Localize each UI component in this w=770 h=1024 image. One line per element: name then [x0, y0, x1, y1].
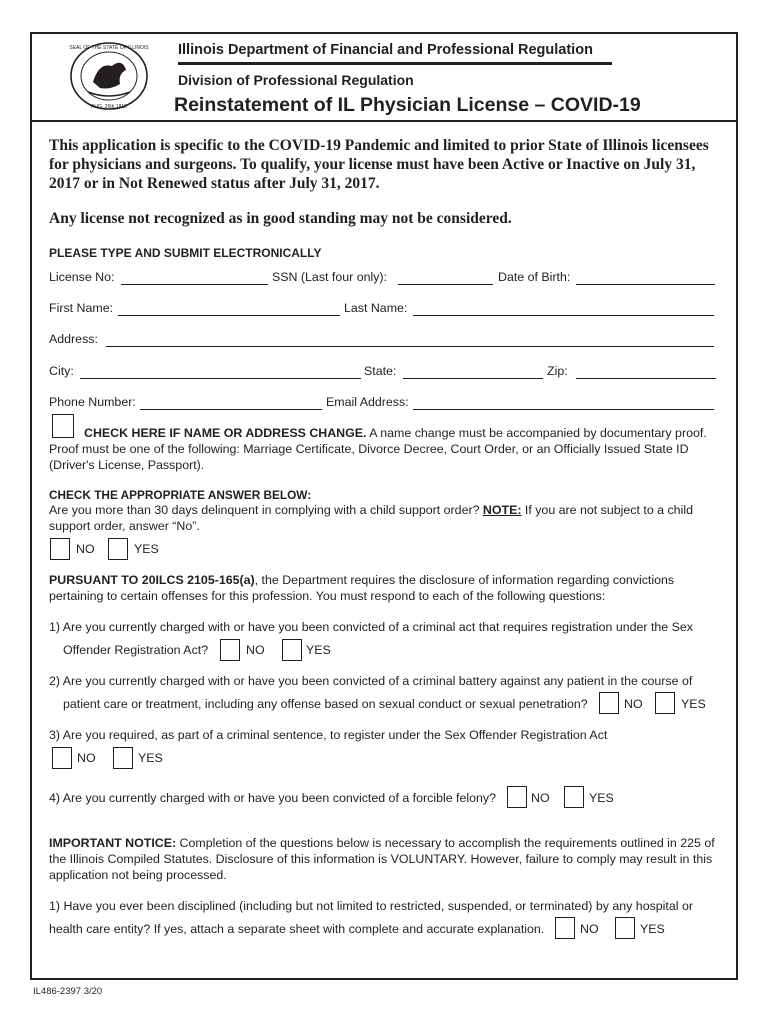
v1-yes-checkbox[interactable] [615, 917, 635, 939]
email-label: Email Address: [326, 395, 409, 409]
q1-text-cont: Offender Registration Act? [63, 643, 209, 657]
q1-no-checkbox[interactable] [220, 639, 240, 661]
child-support-no-checkbox[interactable] [50, 538, 70, 560]
division-name: Division of Professional Regulation [178, 72, 414, 88]
q2-yes-checkbox[interactable] [655, 692, 675, 714]
q2-no-label: NO [624, 697, 643, 711]
phone-field[interactable] [140, 409, 322, 410]
notice-text-3: application not being processed. [49, 868, 227, 882]
q3-text: 3) Are you required, as part of a criminal sentence, to register under the Sex Offender Registration Act [49, 728, 608, 742]
child-support-note: If you are not subject to a child [521, 503, 693, 517]
zip-label: Zip: [547, 364, 568, 378]
q3-yes-label: YES [138, 751, 163, 765]
child-support-note-cont: support order, answer “No”. [49, 519, 200, 533]
agency-rule [178, 62, 612, 65]
first-name-field[interactable] [118, 315, 340, 316]
ssn-label: SSN (Last four only): [272, 270, 388, 284]
q2-text-cont: patient care or treatment, including any offense based on sexual conduct or sexual penetration? [63, 697, 588, 711]
q3-no-checkbox[interactable] [52, 747, 72, 769]
v1-no-label: NO [580, 922, 599, 936]
q3-no-label: NO [77, 751, 96, 765]
first-name-label: First Name: [49, 301, 114, 315]
state-field[interactable] [403, 378, 543, 379]
standing-warning: Any license not recognized as in good standing may not be considered. [49, 210, 512, 227]
q1-no-label: NO [246, 643, 265, 657]
last-name-field[interactable] [413, 315, 714, 316]
q3-yes-checkbox[interactable] [113, 747, 133, 769]
city-field[interactable] [80, 378, 361, 379]
last-name-label: Last Name: [344, 301, 408, 315]
child-support-note-label: NOTE: [482, 503, 522, 517]
city-label: City: [49, 364, 74, 378]
notice-text: Completion of the questions below is necessary to accomplish the requirements outlined in 225 of [176, 836, 715, 850]
name-change-text: A name change must be accompanied by documentary proof. [366, 426, 707, 440]
q2-no-checkbox[interactable] [599, 692, 619, 714]
child-support-no-label: NO [76, 542, 95, 556]
dob-field[interactable] [576, 284, 715, 285]
child-support-question: Are you more than 30 days delinquent in complying with a child support order? [49, 503, 483, 517]
q4-no-checkbox[interactable] [507, 786, 527, 808]
child-support-yes-label: YES [134, 542, 159, 556]
v1-no-checkbox[interactable] [555, 917, 575, 939]
q4-no-label: NO [531, 791, 550, 805]
intro-text: This application is specific to the COVID-19 Pandemic and limited to prior State of Illinois licensees for physicians and surgeons. To qualify, your license must have been Active or Inactive on July 31, 2017 or in Not Renewed status after July 31, 2017. [49, 137, 709, 192]
q2-yes-label: YES [681, 697, 706, 711]
name-change-proof-examples: (Driver's License, Passport). [49, 458, 205, 472]
state-label: State: [364, 364, 397, 378]
v1-text: 1) Have you ever been disciplined (including but not limited to restricted, suspended, or terminated) by any hospital or [49, 899, 693, 913]
q2-text: 2) Are you currently charged with or have you been convicted of a criminal battery against any patient in the course of [49, 674, 693, 688]
q4-text: 4) Are you currently charged with or have you been convicted of a forcible felony? [49, 791, 497, 805]
notice-heading: IMPORTANT NOTICE: [49, 836, 177, 850]
svg-text:SEAL OF THE STATE OF ILLINOIS: SEAL OF THE STATE OF ILLINOIS [69, 45, 149, 51]
phone-label: Phone Number: [49, 395, 136, 409]
state-seal-icon [66, 40, 152, 112]
license-no-label: License No: [49, 270, 115, 284]
q1-text: 1) Are you currently charged with or have you been convicted of a criminal act that requires registration under the Sex [49, 620, 693, 634]
dob-label: Date of Birth: [498, 270, 571, 284]
notice-text-2: the Illinois Compiled Statutes. Disclosure of this information is VOLUNTARY. However, failure to comply may result in this [49, 852, 713, 866]
name-address-change-checkbox[interactable] [52, 414, 74, 438]
license-no-field[interactable] [121, 284, 268, 285]
q4-yes-label: YES [589, 791, 614, 805]
form-title: Reinstatement of IL Physician License – COVID-19 [174, 94, 641, 116]
zip-field[interactable] [576, 378, 716, 379]
email-field[interactable] [413, 409, 714, 410]
q1-yes-label: YES [306, 643, 331, 657]
address-field[interactable] [106, 346, 714, 347]
child-support-heading: CHECK THE APPROPRIATE ANSWER BELOW: [49, 488, 312, 502]
ssn-field[interactable] [398, 284, 493, 285]
q4-yes-checkbox[interactable] [564, 786, 584, 808]
pursuant-text: , the Department requires the disclosure of information regarding convictions [254, 573, 675, 587]
svg-text:AUG. 26th 1818: AUG. 26th 1818 [91, 104, 127, 110]
name-change-proof-text: Proof must be one of the following: Marriage Certificate, Divorce Decree, Court Order, or an Officially Issued State ID [49, 442, 689, 456]
pursuant-text-cont: pertaining to certain offenses for this profession. You must respond to each of the following questions: [49, 589, 606, 603]
name-change-heading: CHECK HERE IF NAME OR ADDRESS CHANGE. [84, 426, 367, 440]
agency-name: Illinois Department of Financial and Professional Regulation [178, 42, 593, 58]
v1-text-cont: health care entity? If yes, attach a separate sheet with complete and accurate explanation. [49, 922, 545, 936]
child-support-yes-checkbox[interactable] [108, 538, 128, 560]
pursuant-heading: PURSUANT TO 20ILCS 2105-165(a) [49, 573, 255, 587]
v1-yes-label: YES [640, 922, 665, 936]
form-number: IL486-2397 3/20 [33, 986, 103, 997]
submit-note: PLEASE TYPE AND SUBMIT ELECTRONICALLY [49, 246, 322, 260]
q1-yes-checkbox[interactable] [282, 639, 302, 661]
header-divider [30, 120, 738, 122]
address-label: Address: [49, 332, 98, 346]
